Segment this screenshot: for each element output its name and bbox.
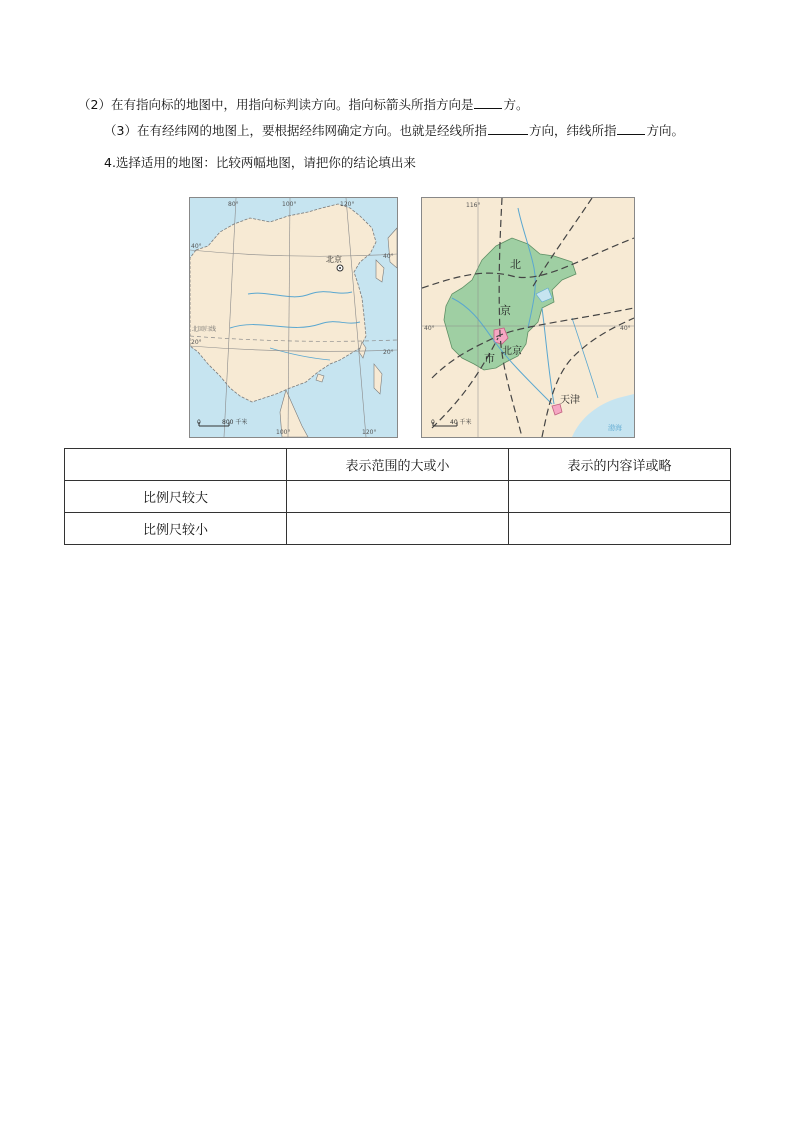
answer-cell-small-detail[interactable] <box>509 513 731 545</box>
lon-label-116: 116° <box>466 202 481 209</box>
region-char-shi: 市 <box>484 352 495 365</box>
beijing-map <box>421 197 635 438</box>
china-map-city-beijing: 北京 <box>326 255 342 264</box>
answer-cell-large-range[interactable] <box>287 481 509 513</box>
question-3-suffix: 方向。 <box>646 123 684 138</box>
lat-label-left-40: 40° <box>191 243 202 250</box>
lon-label-100: 100° <box>282 201 297 208</box>
scale-label: 40 千米 <box>450 419 472 426</box>
answer-blank-latitude[interactable] <box>617 122 645 135</box>
table-row <box>65 513 731 545</box>
answer-blank-direction[interactable] <box>474 96 502 109</box>
question-3-middle: 方向，纬线所指 <box>528 123 617 138</box>
beijing-map-city-beijing: 北京 <box>502 346 522 357</box>
scale-label: 800 千米 <box>222 419 248 426</box>
question-3 <box>104 122 684 139</box>
row-label-small-scale: 比例尺较小 <box>65 513 287 545</box>
answer-cell-large-detail[interactable] <box>509 481 731 513</box>
city-tianjin: 天津 <box>560 395 580 406</box>
china-map <box>189 197 398 438</box>
table-header-cell <box>65 449 287 481</box>
region-char-bei: 北 <box>510 258 521 271</box>
question-2-suffix: 方。 <box>503 97 529 112</box>
question-2-prefix: （2）在有指向标的地图中，用指向标判读方向。指向标箭头所指方向是 <box>78 97 474 112</box>
lat-label-left: 40° <box>424 325 435 332</box>
sea-label: 渤海 <box>608 424 622 432</box>
comparison-table <box>64 448 731 545</box>
lat-label-left-20: 20° <box>191 339 202 346</box>
region-char-jing: 京 <box>500 304 511 317</box>
tropic-label: 北回归线 <box>192 326 217 333</box>
question-2 <box>78 96 528 113</box>
table-header-detail: 表示的内容详或略 <box>509 449 731 481</box>
question-4: 4.选择适用的地图：比较两幅地图，请把你的结论填出来 <box>104 155 416 170</box>
question-3-prefix: （3）在有经纬网的地图上，要根据经纬网确定方向。也就是经线所指 <box>104 123 487 138</box>
table-header-range: 表示范围的大或小 <box>287 449 509 481</box>
scale-zero: 0 <box>197 419 201 426</box>
lon-label-bottom-100: 100° <box>276 429 291 436</box>
lat-label-right: 40° <box>620 325 631 332</box>
row-label-large-scale: 比例尺较大 <box>65 481 287 513</box>
answer-cell-small-range[interactable] <box>287 513 509 545</box>
table-header-row <box>65 449 731 481</box>
lon-label-80: 80° <box>228 201 239 208</box>
lon-label-120: 120° <box>340 201 355 208</box>
answer-blank-longitude[interactable] <box>488 122 528 135</box>
lat-label-right-20: 20° <box>383 349 394 356</box>
lon-label-bottom-120: 120° <box>362 429 377 436</box>
table-row <box>65 481 731 513</box>
scale-zero: 0 <box>431 419 435 426</box>
lat-label-right-40: 40° <box>383 253 394 260</box>
